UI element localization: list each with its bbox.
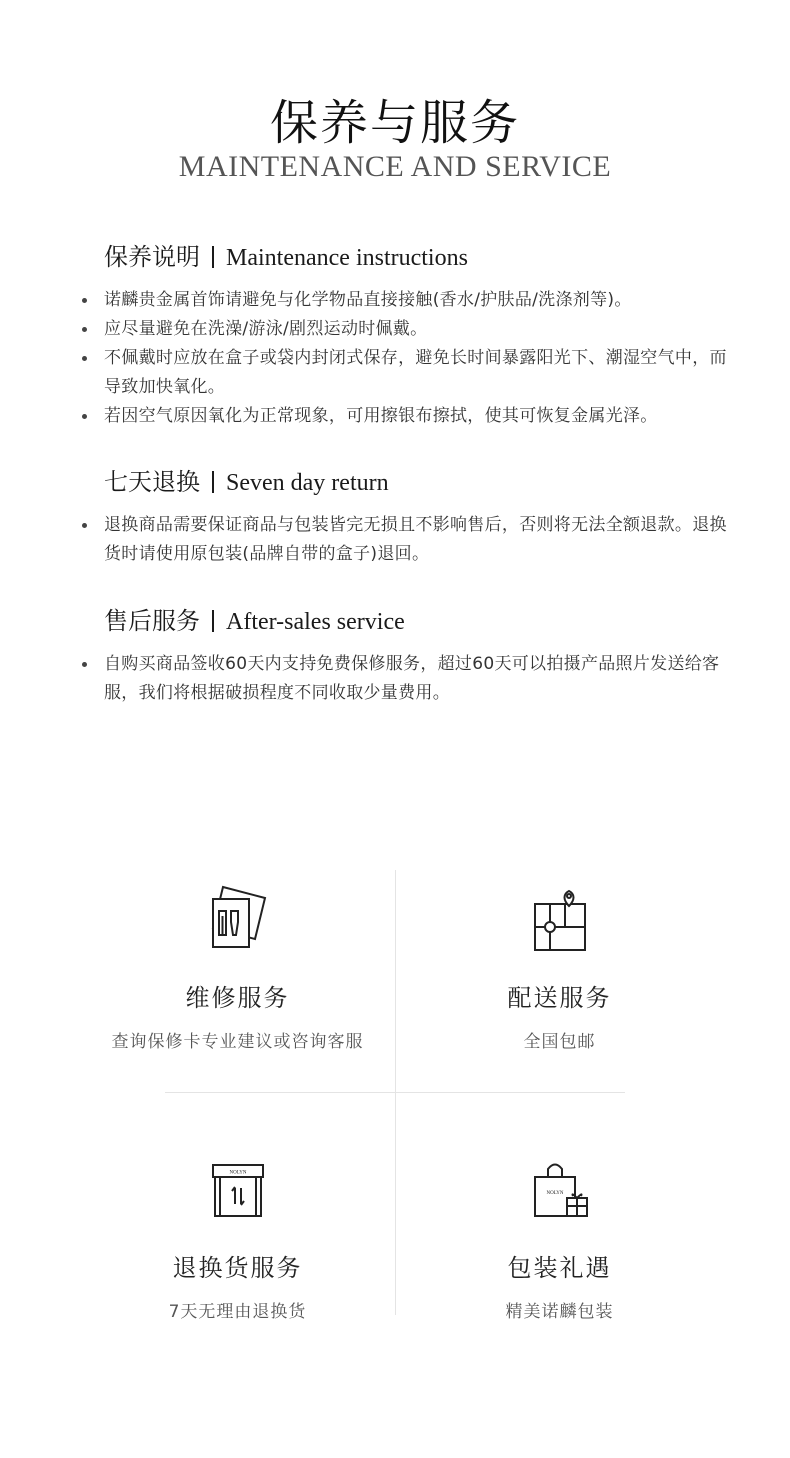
service-title: 包装礼遇 <box>507 1254 612 1282</box>
list-item <box>82 344 742 402</box>
section-heading-en: Maintenance instructions <box>226 245 468 271</box>
list-item <box>82 402 742 431</box>
bullet-list <box>82 511 742 569</box>
bullet-dot-icon <box>82 356 87 361</box>
bullet-list <box>82 650 742 708</box>
heading-separator <box>212 610 214 632</box>
section-heading <box>104 604 742 638</box>
service-title: 退换货服务 <box>172 1254 303 1282</box>
list-item-text: 退换商品需要保证商品与包装皆完无损且不影响售后，否则将无法全额退款。退换货时请使用原包装(品牌自带的盒子)退回。 <box>104 515 727 564</box>
section-heading-cn: 七天退换 <box>104 468 200 496</box>
service-delivery <box>362 882 757 1052</box>
section-heading-cn: 保养说明 <box>104 243 200 271</box>
box-brand-label: NOLYN <box>229 1170 246 1176</box>
bullet-dot-icon <box>82 414 87 419</box>
list-item-text: 自购买商品签收60天内支持免费保修服务，超过60天可以拍摄产品照片发送给客服，我们将根据破损程度不同收取少量费用。 <box>104 654 720 703</box>
services-grid <box>0 870 790 1322</box>
list-item <box>82 511 742 569</box>
gift-bag-icon <box>525 1152 595 1222</box>
list-item-text: 诺麟贵金属首饰请避免与化学物品直接接触(香水/护肤品/洗涤剂等)。 <box>104 290 632 310</box>
section-heading <box>104 465 742 499</box>
service-title: 维修服务 <box>185 984 290 1012</box>
after-sales-section <box>82 604 742 708</box>
heading-separator <box>212 471 214 493</box>
service-title: 配送服务 <box>507 984 612 1012</box>
service-subtitle: 7天无理由退换货 <box>168 1302 307 1322</box>
warranty-card-icon <box>203 882 273 952</box>
section-heading-en: After-sales service <box>226 609 405 635</box>
section-heading-en: Seven day return <box>226 470 389 496</box>
list-item-text: 应尽量避免在洗澡/游泳/剧烈运动时佩戴。 <box>104 319 428 339</box>
grid-divider-horizontal <box>165 1092 625 1093</box>
list-item-text: 不佩戴时应放在盒子或袋内封闭式保存，避免长时间暴露阳光下、潮湿空气中，而导致加快氧化。 <box>104 348 727 397</box>
service-subtitle: 查询保修卡专业建议或咨询客服 <box>111 1032 364 1052</box>
service-subtitle: 精美诺麟包装 <box>505 1302 614 1322</box>
list-item-text: 若因空气原因氧化为正常现象，可用擦银布擦拭，使其可恢复金属光泽。 <box>104 406 658 426</box>
bag-brand-label: NOLYN <box>546 1191 563 1196</box>
bullet-dot-icon <box>82 662 87 667</box>
page-subtitle: MAINTENANCE AND SERVICE <box>178 150 612 183</box>
list-item <box>82 650 742 708</box>
section-heading-cn: 售后服务 <box>104 607 200 635</box>
bullet-dot-icon <box>82 327 87 332</box>
service-gift <box>362 1152 757 1322</box>
bullet-dot-icon <box>82 298 87 303</box>
return-section <box>82 465 742 569</box>
list-item <box>82 315 742 344</box>
bullet-dot-icon <box>82 523 87 528</box>
section-heading <box>104 240 742 274</box>
list-item <box>82 286 742 315</box>
bullet-list <box>82 286 742 431</box>
service-subtitle: 全国包邮 <box>523 1032 596 1052</box>
return-box-icon <box>203 1152 273 1222</box>
delivery-map-icon <box>525 882 595 952</box>
maintenance-section <box>82 240 742 431</box>
heading-separator <box>212 246 214 268</box>
page-title: 保养与服务 <box>269 95 520 151</box>
